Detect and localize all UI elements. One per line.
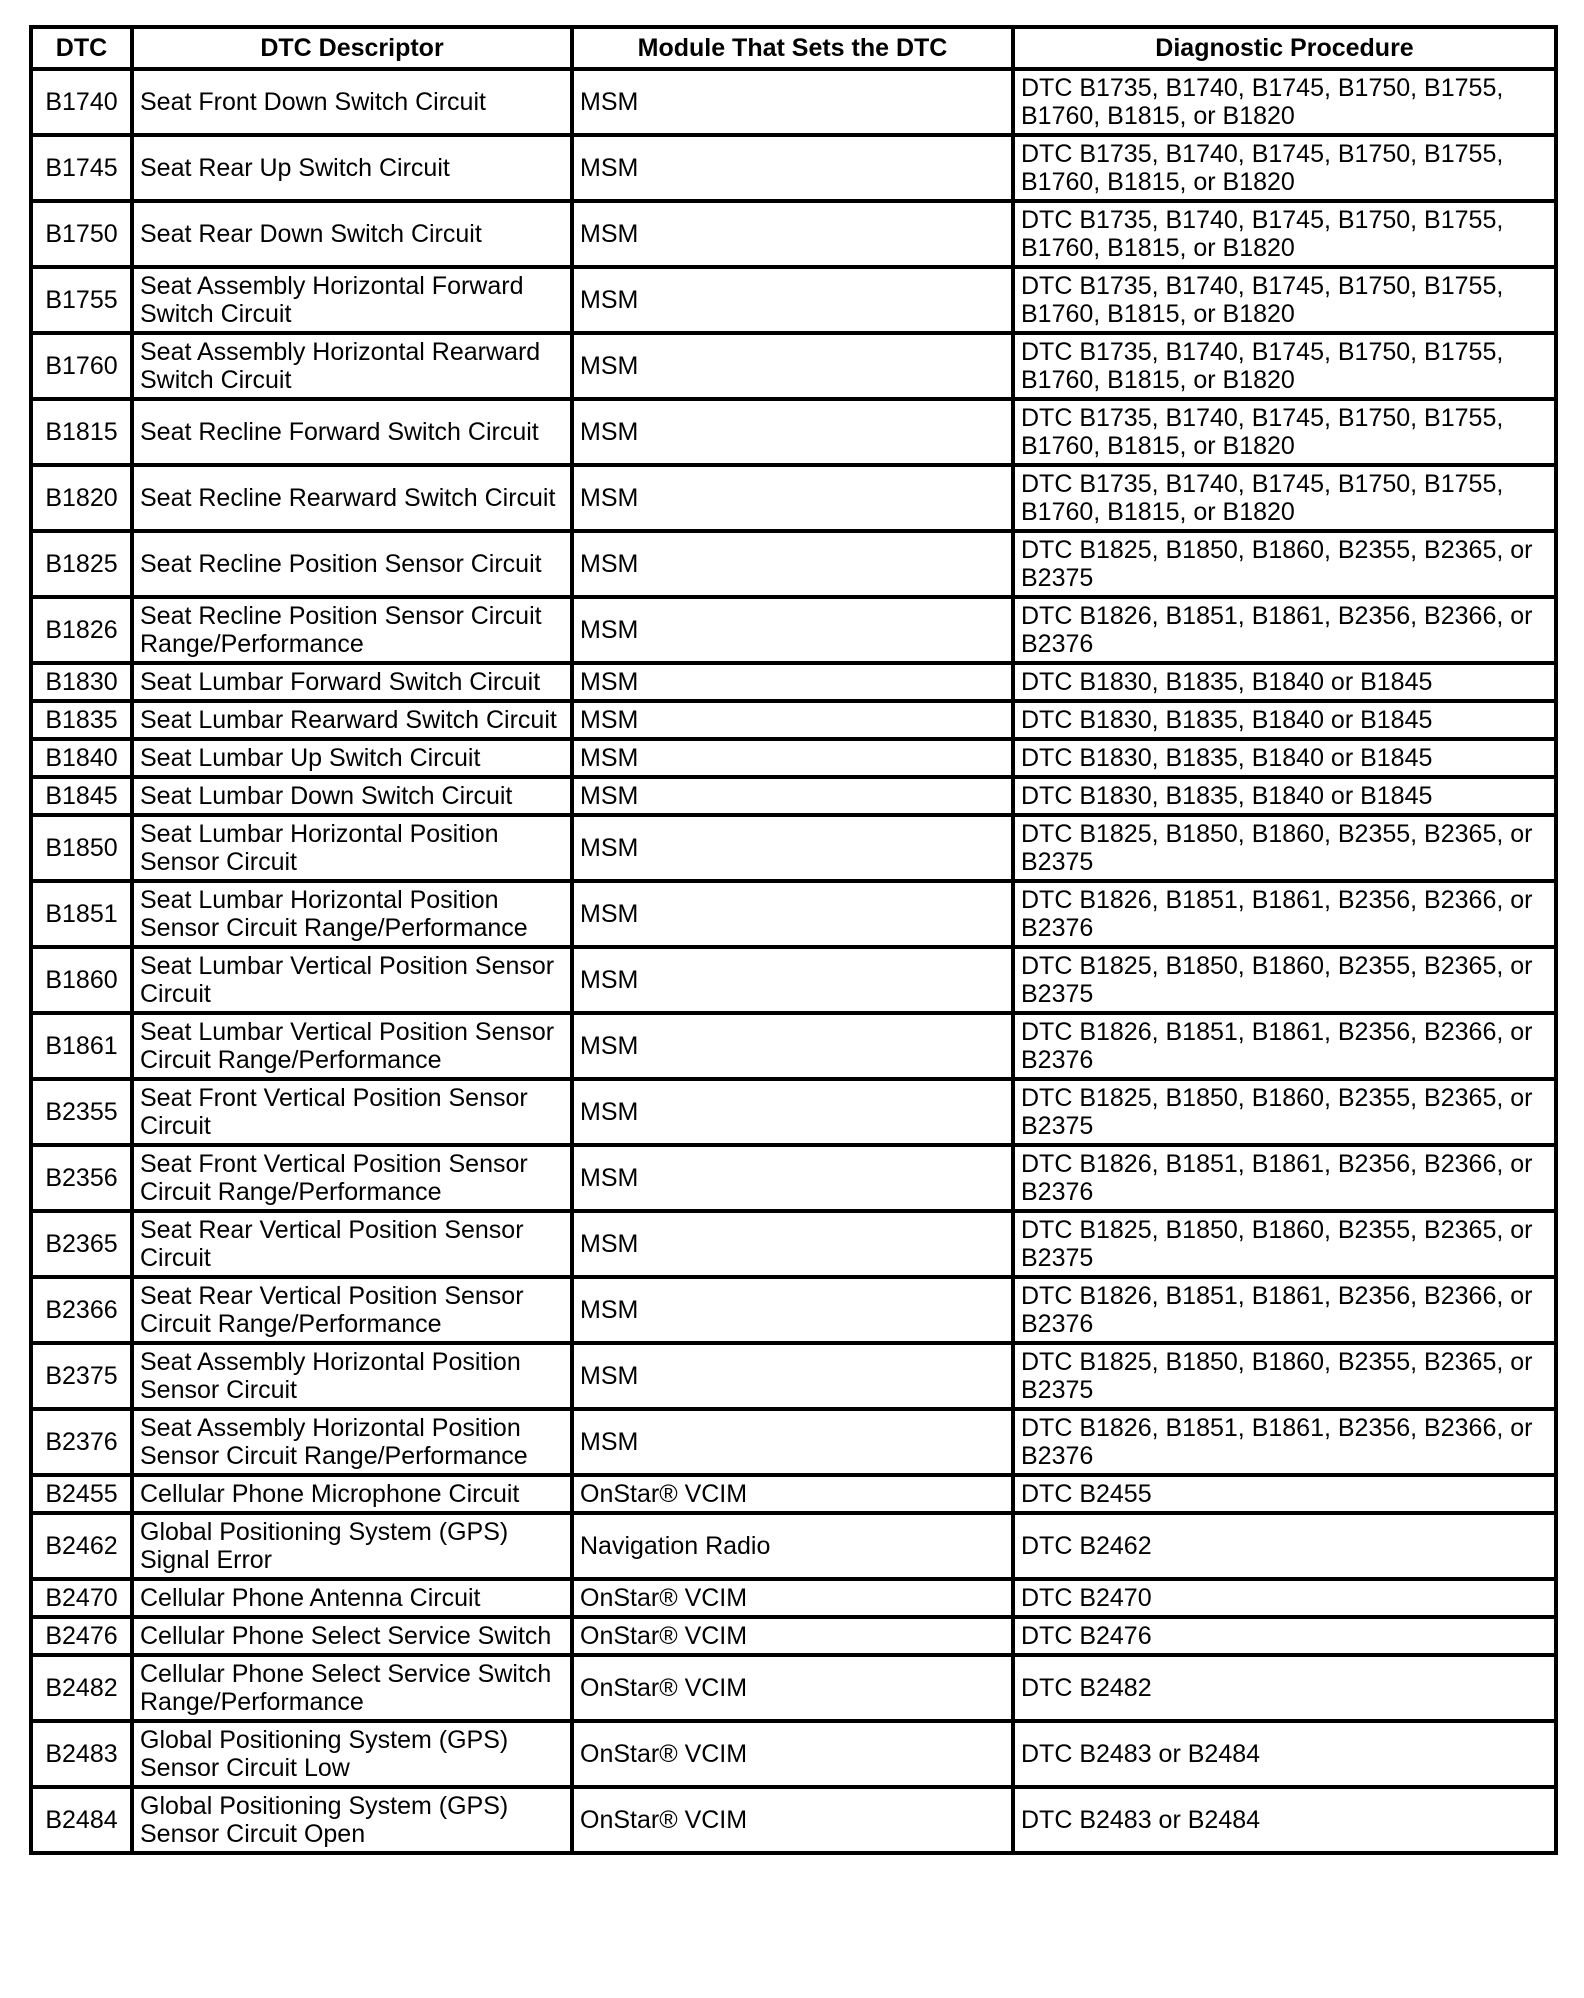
table-row [31,1721,1556,1787]
dtc-descriptor-cell: Seat Lumbar Vertical Position Sensor Circuit [132,947,572,1013]
table-row [31,267,1556,333]
module-cell: MSM [572,663,1013,701]
dtc-code-cell: B1755 [31,267,132,333]
dtc-code-cell: B2483 [31,1721,132,1787]
module-cell: MSM [572,947,1013,1013]
module-cell: OnStar® VCIM [572,1475,1013,1513]
module-cell: MSM [572,881,1013,947]
module-cell: MSM [572,1409,1013,1475]
module-cell: MSM [572,1277,1013,1343]
diagnostic-procedure-cell: DTC B1735, B1740, B1745, B1750, B1755, B1760, B1815, or B1820 [1013,69,1556,135]
table-row [31,1513,1556,1579]
diagnostic-procedure-cell: DTC B1826, B1851, B1861, B2356, B2366, or B2376 [1013,1277,1556,1343]
dtc-code-cell: B1835 [31,701,132,739]
dtc-descriptor-cell: Seat Front Down Switch Circuit [132,69,572,135]
diagnostic-procedure-cell: DTC B2462 [1013,1513,1556,1579]
table-row [31,399,1556,465]
dtc-code-cell: B1815 [31,399,132,465]
table-row [31,1655,1556,1721]
diagnostic-procedure-cell: DTC B1735, B1740, B1745, B1750, B1755, B1760, B1815, or B1820 [1013,333,1556,399]
dtc-code-cell: B1740 [31,69,132,135]
module-cell: MSM [572,267,1013,333]
diagnostic-procedure-cell: DTC B1826, B1851, B1861, B2356, B2366, or B2376 [1013,881,1556,947]
module-cell: MSM [572,1145,1013,1211]
dtc-code-cell: B1850 [31,815,132,881]
table-row [31,69,1556,135]
header-descriptor: DTC Descriptor [132,27,572,69]
diagnostic-procedure-cell: DTC B1825, B1850, B1860, B2355, B2365, or B2375 [1013,1343,1556,1409]
dtc-descriptor-cell: Cellular Phone Select Service Switch Range/Performance [132,1655,572,1721]
diagnostic-procedure-cell: DTC B1825, B1850, B1860, B2355, B2365, or B2375 [1013,1079,1556,1145]
dtc-code-cell: B1860 [31,947,132,1013]
module-cell: MSM [572,597,1013,663]
diagnostic-procedure-cell: DTC B1825, B1850, B1860, B2355, B2365, or B2375 [1013,815,1556,881]
table-row [31,663,1556,701]
module-cell: MSM [572,135,1013,201]
dtc-code-cell: B2365 [31,1211,132,1277]
dtc-descriptor-cell: Seat Rear Vertical Position Sensor Circuit Range/Performance [132,1277,572,1343]
table-row [31,1211,1556,1277]
dtc-descriptor-cell: Seat Lumbar Rearward Switch Circuit [132,701,572,739]
dtc-code-cell: B2375 [31,1343,132,1409]
table-body [31,69,1556,1853]
dtc-code-cell: B1825 [31,531,132,597]
module-cell: OnStar® VCIM [572,1721,1013,1787]
table-row [31,1145,1556,1211]
dtc-descriptor-cell: Global Positioning System (GPS) Sensor Circuit Open [132,1787,572,1853]
dtc-code-cell: B1840 [31,739,132,777]
table-row [31,1079,1556,1145]
dtc-code-cell: B2470 [31,1579,132,1617]
diagnostic-procedure-cell: DTC B1826, B1851, B1861, B2356, B2366, or B2376 [1013,1145,1556,1211]
diagnostic-procedure-cell: DTC B1830, B1835, B1840 or B1845 [1013,701,1556,739]
table-row [31,597,1556,663]
module-cell: MSM [572,701,1013,739]
diagnostic-procedure-cell: DTC B1825, B1850, B1860, B2355, B2365, or B2375 [1013,947,1556,1013]
dtc-code-cell: B2455 [31,1475,132,1513]
dtc-descriptor-cell: Seat Assembly Horizontal Forward Switch Circuit [132,267,572,333]
dtc-descriptor-cell: Global Positioning System (GPS) Signal Error [132,1513,572,1579]
table-header-row [31,27,1556,69]
table-row [31,1277,1556,1343]
dtc-code-cell: B2484 [31,1787,132,1853]
dtc-descriptor-cell: Seat Rear Down Switch Circuit [132,201,572,267]
table-row [31,531,1556,597]
dtc-descriptor-cell: Cellular Phone Antenna Circuit [132,1579,572,1617]
diagnostic-procedure-cell: DTC B1830, B1835, B1840 or B1845 [1013,663,1556,701]
dtc-descriptor-cell: Seat Assembly Horizontal Position Sensor Circuit Range/Performance [132,1409,572,1475]
dtc-code-cell: B2462 [31,1513,132,1579]
table-row [31,777,1556,815]
module-cell: OnStar® VCIM [572,1787,1013,1853]
table-row [31,947,1556,1013]
dtc-descriptor-cell: Seat Rear Up Switch Circuit [132,135,572,201]
diagnostic-procedure-cell: DTC B1830, B1835, B1840 or B1845 [1013,777,1556,815]
dtc-code-cell: B1750 [31,201,132,267]
diagnostic-procedure-cell: DTC B1825, B1850, B1860, B2355, B2365, or B2375 [1013,1211,1556,1277]
diagnostic-procedure-cell: DTC B2483 or B2484 [1013,1787,1556,1853]
dtc-code-cell: B1745 [31,135,132,201]
diagnostic-procedure-cell: DTC B1830, B1835, B1840 or B1845 [1013,739,1556,777]
dtc-code-cell: B1760 [31,333,132,399]
dtc-descriptor-cell: Seat Lumbar Up Switch Circuit [132,739,572,777]
diagnostic-procedure-cell: DTC B1826, B1851, B1861, B2356, B2366, or B2376 [1013,1013,1556,1079]
module-cell: MSM [572,1211,1013,1277]
dtc-descriptor-cell: Seat Lumbar Forward Switch Circuit [132,663,572,701]
dtc-code-cell: B2355 [31,1079,132,1145]
dtc-descriptor-cell: Seat Front Vertical Position Sensor Circuit [132,1079,572,1145]
dtc-code-cell: B1826 [31,597,132,663]
dtc-code-cell: B2356 [31,1145,132,1211]
module-cell: OnStar® VCIM [572,1579,1013,1617]
header-procedure: Diagnostic Procedure [1013,27,1556,69]
diagnostic-procedure-cell: DTC B1826, B1851, B1861, B2356, B2366, or B2376 [1013,1409,1556,1475]
table-row [31,333,1556,399]
table-row [31,1409,1556,1475]
dtc-code-cell: B2366 [31,1277,132,1343]
table-row [31,1013,1556,1079]
dtc-descriptor-cell: Cellular Phone Select Service Switch [132,1617,572,1655]
module-cell: MSM [572,1343,1013,1409]
dtc-descriptor-cell: Seat Assembly Horizontal Position Sensor Circuit [132,1343,572,1409]
table-row [31,465,1556,531]
table-row [31,701,1556,739]
diagnostic-procedure-cell: DTC B2476 [1013,1617,1556,1655]
diagnostic-procedure-cell: DTC B1735, B1740, B1745, B1750, B1755, B1760, B1815, or B1820 [1013,465,1556,531]
module-cell: MSM [572,399,1013,465]
table-row [31,1343,1556,1409]
diagnostic-procedure-cell: DTC B1826, B1851, B1861, B2356, B2366, or B2376 [1013,597,1556,663]
dtc-descriptor-cell: Seat Lumbar Down Switch Circuit [132,777,572,815]
module-cell: MSM [572,777,1013,815]
dtc-code-cell: B1830 [31,663,132,701]
dtc-code-cell: B1845 [31,777,132,815]
module-cell: MSM [572,69,1013,135]
header-module: Module That Sets the DTC [572,27,1013,69]
header-dtc: DTC [31,27,132,69]
table-row [31,739,1556,777]
diagnostic-procedure-cell: DTC B2455 [1013,1475,1556,1513]
diagnostic-procedure-cell: DTC B2470 [1013,1579,1556,1617]
module-cell: MSM [572,333,1013,399]
dtc-descriptor-cell: Seat Recline Rearward Switch Circuit [132,465,572,531]
dtc-descriptor-cell: Seat Lumbar Vertical Position Sensor Circuit Range/Performance [132,1013,572,1079]
module-cell: MSM [572,1079,1013,1145]
module-cell: MSM [572,531,1013,597]
module-cell: MSM [572,1013,1013,1079]
dtc-descriptor-cell: Seat Recline Forward Switch Circuit [132,399,572,465]
table-row [31,1579,1556,1617]
diagnostic-procedure-cell: DTC B2483 or B2484 [1013,1721,1556,1787]
dtc-code-cell: B1851 [31,881,132,947]
dtc-descriptor-cell: Seat Rear Vertical Position Sensor Circuit [132,1211,572,1277]
dtc-descriptor-cell: Seat Recline Position Sensor Circuit [132,531,572,597]
module-cell: MSM [572,815,1013,881]
diagnostic-procedure-cell: DTC B1735, B1740, B1745, B1750, B1755, B1760, B1815, or B1820 [1013,399,1556,465]
module-cell: Navigation Radio [572,1513,1013,1579]
diagnostic-procedure-cell: DTC B1735, B1740, B1745, B1750, B1755, B1760, B1815, or B1820 [1013,267,1556,333]
dtc-descriptor-cell: Global Positioning System (GPS) Sensor Circuit Low [132,1721,572,1787]
diagnostic-procedure-cell: DTC B2482 [1013,1655,1556,1721]
table-row [31,135,1556,201]
diagnostic-procedure-cell: DTC B1735, B1740, B1745, B1750, B1755, B1760, B1815, or B1820 [1013,135,1556,201]
dtc-code-cell: B2482 [31,1655,132,1721]
module-cell: MSM [572,201,1013,267]
diagnostic-procedure-cell: DTC B1735, B1740, B1745, B1750, B1755, B1760, B1815, or B1820 [1013,201,1556,267]
table-row [31,1787,1556,1853]
diagnostic-procedure-cell: DTC B1825, B1850, B1860, B2355, B2365, or B2375 [1013,531,1556,597]
dtc-table [29,25,1558,1855]
table-row [31,881,1556,947]
dtc-descriptor-cell: Seat Recline Position Sensor Circuit Range/Performance [132,597,572,663]
dtc-descriptor-cell: Seat Front Vertical Position Sensor Circuit Range/Performance [132,1145,572,1211]
dtc-descriptor-cell: Cellular Phone Microphone Circuit [132,1475,572,1513]
table-row [31,1475,1556,1513]
dtc-descriptor-cell: Seat Lumbar Horizontal Position Sensor Circuit [132,815,572,881]
table-row [31,201,1556,267]
table-row [31,815,1556,881]
module-cell: OnStar® VCIM [572,1655,1013,1721]
module-cell: OnStar® VCIM [572,1617,1013,1655]
dtc-descriptor-cell: Seat Assembly Horizontal Rearward Switch Circuit [132,333,572,399]
module-cell: MSM [572,739,1013,777]
module-cell: MSM [572,465,1013,531]
dtc-descriptor-cell: Seat Lumbar Horizontal Position Sensor Circuit Range/Performance [132,881,572,947]
table-row [31,1617,1556,1655]
dtc-code-cell: B2476 [31,1617,132,1655]
dtc-code-cell: B2376 [31,1409,132,1475]
dtc-code-cell: B1861 [31,1013,132,1079]
dtc-code-cell: B1820 [31,465,132,531]
